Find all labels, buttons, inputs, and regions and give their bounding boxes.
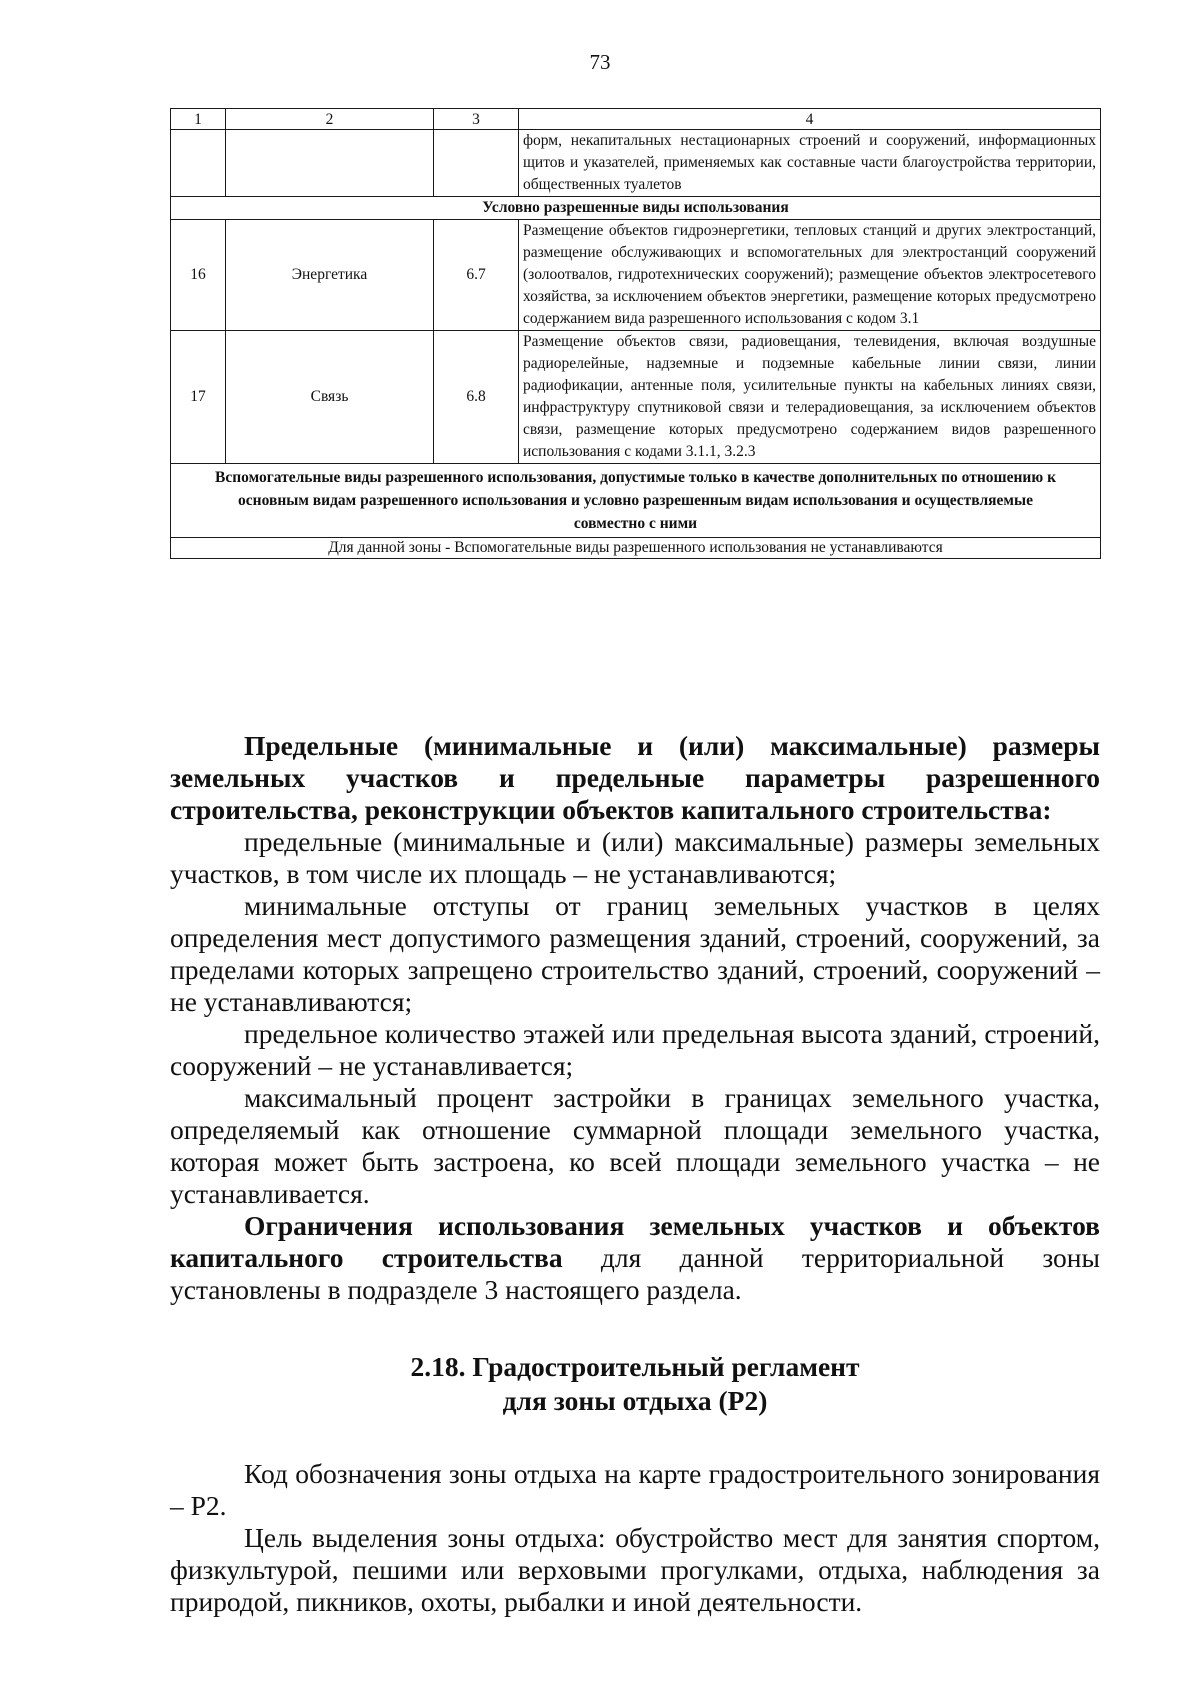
empty-cell: [171, 130, 226, 197]
use-name: Энергетика: [226, 220, 434, 331]
body-text: [170, 730, 1100, 1618]
continuation-description: форм, некапитальных нестационарных строений и сооружений, информационных щитов и указателей, применяемых как составные части благоустройства территории, общественных туалетов: [519, 130, 1101, 197]
table-row: [171, 220, 1101, 331]
section-heading: [170, 1350, 1100, 1418]
table-header-row: [171, 109, 1101, 130]
conditional-uses-heading-row: [171, 197, 1101, 220]
restrictions-paragraph: [170, 1210, 1100, 1306]
table-row: [171, 331, 1101, 464]
auxiliary-uses-heading: Вспомогательные виды разрешенного использования, допустимые только в качестве дополнительных по отношению к основным видам разрешенного использования и условно разрешенным видам использования и осуществляемые совместно с ними: [171, 464, 1101, 538]
conditional-uses-heading: Условно разрешенные виды использования: [171, 197, 1101, 220]
table-row-continuation: [171, 130, 1101, 197]
limits-paragraph: предельное количество этажей или предельная высота зданий, строений, сооружений – не устанавливается;: [170, 1018, 1100, 1081]
restrictions-bold: Ограничения использования земельных участков и объектов капитального строительства: [170, 1210, 1100, 1273]
page-number: 73: [589, 50, 611, 74]
limits-paragraph: максимальный процент застройки в границах земельного участка, определяемый как отношение суммарной площади земельного участка, которая может быть застроена, ко всей площади земельного участка – не устанавливается.: [170, 1082, 1100, 1209]
empty-cell: [434, 130, 519, 197]
restrictions-rest: для данной территориальной зоны установлены в подразделе 3 настоящего раздела.: [170, 1242, 1100, 1305]
section-paragraph: Код обозначения зоны отдыха на карте градостроительного зонирования – Р2.: [170, 1458, 1100, 1521]
header-col-3: 3: [434, 109, 519, 130]
limits-paragraph: предельные (минимальные и (или) максимальные) размеры земельных участков, в том числе их площадь – не устанавливаются;: [170, 826, 1100, 889]
empty-cell: [226, 130, 434, 197]
limits-heading: Предельные (минимальные и (или) максимальные) размеры земельных участков и предельные параметры разрешенного строительства, реконструкции объектов капитального строительства:: [170, 730, 1100, 825]
auxiliary-uses-note: Для данной зоны - Вспомогательные виды разрешенного использования не устанавливаются: [171, 538, 1101, 559]
land-use-table: [170, 108, 1101, 559]
section-paragraph: Цель выделения зоны отдыха: обустройство мест для занятия спортом, физкультурой, пешими или верховыми прогулками, отдыха, наблюдения за природой, пикников, охоты, рыбалки и иной деятельности.: [170, 1522, 1100, 1617]
limits-paragraph: минимальные отступы от границ земельных участков в целях определения мест допустимого размещения зданий, строений, сооружений, за пределами которых запрещено строительство зданий, строений, сооружений – не устанавливаются;: [170, 890, 1100, 1017]
section-title-line: 2.18. Градостроительный регламент: [410, 1351, 860, 1382]
use-code: 6.7: [434, 220, 519, 331]
section-title-line: для зоны отдыха (Р2): [502, 1385, 768, 1416]
row-number: 16: [171, 220, 226, 331]
use-code: 6.8: [434, 331, 519, 464]
auxiliary-uses-note-row: [171, 538, 1101, 559]
header-col-2: 2: [226, 109, 434, 130]
header-col-4: 4: [519, 109, 1101, 130]
use-description: Размещение объектов гидроэнергетики, тепловых станций и других электростанций, размещение обслуживающих и вспомогательных для электростанций сооружений (золоотвалов, гидротехнических сооружений); размещение объектов электросетевого хозяйства, за исключением объектов энергетики, размещение которых предусмотрено содержанием вида разрешенного использования с кодом 3.1: [519, 220, 1101, 331]
use-description: Размещение объектов связи, радиовещания, телевидения, включая воздушные радиорелейные, надземные и подземные кабельные линии связи, линии радиофикации, антенные поля, усилительные пункты на кабельных линиях связи, инфраструктуру спутниковой связи и телерадиовещания, за исключением объектов связи, размещение которых предусмотрено содержанием видов разрешенного использования с кодами 3.1.1, 3.2.3: [519, 331, 1101, 464]
use-name: Связь: [226, 331, 434, 464]
auxiliary-uses-heading-row: [171, 464, 1101, 538]
header-col-1: 1: [171, 109, 226, 130]
row-number: 17: [171, 331, 226, 464]
